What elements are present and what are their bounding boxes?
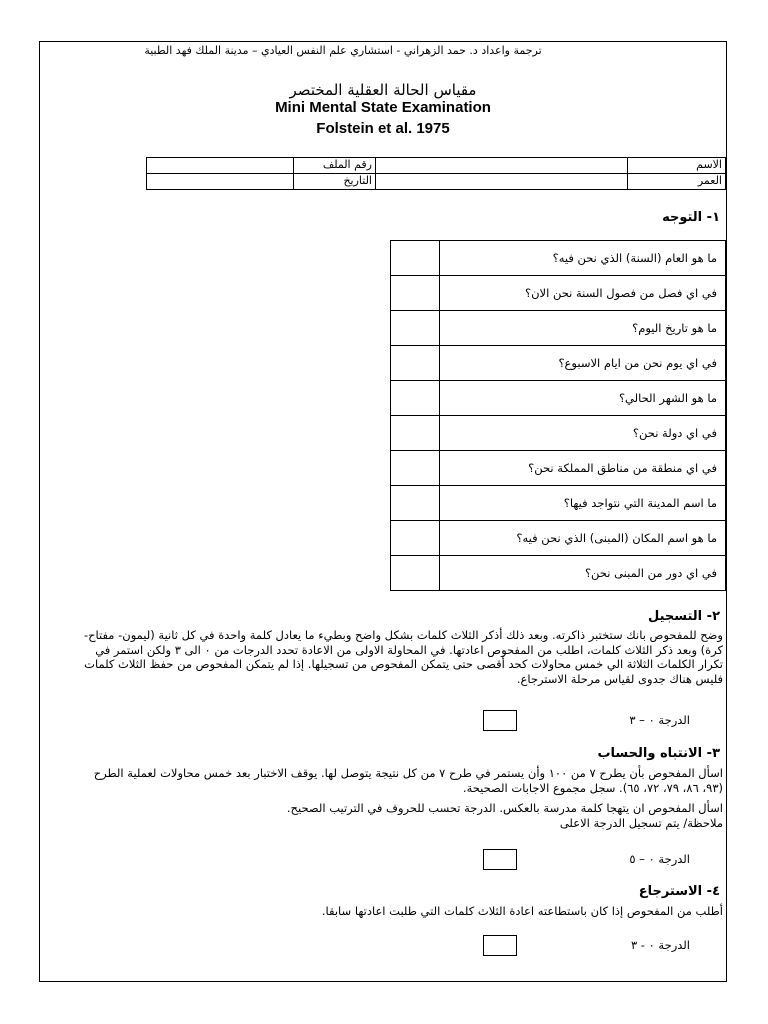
table-row xyxy=(391,451,726,486)
attention-heading: ٣- الانتباه والحساب xyxy=(597,746,720,761)
title-arabic: مقياس الحالة العقلية المختصر xyxy=(289,81,477,99)
table-row xyxy=(391,521,726,556)
table-row xyxy=(391,346,726,381)
answer-cell[interactable] xyxy=(391,346,440,381)
answer-cell[interactable] xyxy=(391,241,440,276)
orientation-table xyxy=(390,240,726,591)
question-text: ما هو الشهر الحالي؟ xyxy=(440,381,726,416)
table-row xyxy=(391,486,726,521)
name-label: الاسم xyxy=(628,158,726,174)
question-text: ما هو تاريخ اليوم؟ xyxy=(440,311,726,346)
question-text: في اي منطقة من مناطق المملكة نحن؟ xyxy=(440,451,726,486)
age-field[interactable] xyxy=(376,174,628,190)
table-row xyxy=(391,381,726,416)
file-number-field[interactable] xyxy=(147,158,294,174)
recall-heading: ٤- الاسترجاع xyxy=(638,884,720,899)
question-text: في اي دولة نحن؟ xyxy=(440,416,726,451)
registration-instructions: وضح للمفحوص بانك ستختبر ذاكرته. وبعد ذلك أذكر الثلاث كلمات بشكل واضح وبطيء ما يعادل كلمة واحدة في كل ثانية (ليمون- مفتاح- كرة) وبعد ذكر الثلاث كلمات، اطلب من المفحوص اعادتها. في المحاولة الاولى من الاعادة تحدد الدرجات من ٠ الى ٣ ولكن استمر في تكرار الكلمات الثلاثة الي خمس محاولات كحد أقصى حتى يتمكن المفحوص من تسجيلها. إذا لم يتمكن المفحوص من حفظ الثلاث كلمات فليس هناك جدوى لقياس مرحلة الاسترجاع. xyxy=(83,628,723,686)
attention-score-box[interactable] xyxy=(483,849,517,870)
name-field[interactable] xyxy=(376,158,628,174)
file-number-label: رقم الملف xyxy=(294,158,376,174)
registration-score-label: الدرجة ٠ – ٣ xyxy=(629,713,690,727)
title-citation: Folstein et al. 1975 xyxy=(316,120,450,137)
recall-score-label: الدرجة ٠ - ٣ xyxy=(630,938,690,952)
question-text: في اي يوم نحن من ايام الاسبوع؟ xyxy=(440,346,726,381)
answer-cell[interactable] xyxy=(391,311,440,346)
question-text: ما هو اسم المكان (المبنى) الذي نحن فيه؟ xyxy=(440,521,726,556)
table-row xyxy=(391,241,726,276)
orientation-heading: ١- التوجه xyxy=(662,210,720,225)
title-english: Mini Mental State Examination xyxy=(275,99,491,116)
attention-instructions: اسأل المفحوص بأن يطرح ٧ من ١٠٠ وأن يستمر في طرح ٧ من كل نتيجة يتوصل لها. يوقف الاختبار بعد خمس محاولات لعملية الطرح (٩٣، ٨٦، ٧٩، ٧٢، ٦٥). سجل مجموع الاجابات الصحيحة. xyxy=(93,766,723,795)
answer-cell[interactable] xyxy=(391,521,440,556)
patient-info-table xyxy=(146,157,726,190)
answer-cell[interactable] xyxy=(391,381,440,416)
table-row xyxy=(391,416,726,451)
registration-heading: ٢- التسجيل xyxy=(647,609,720,624)
registration-score-box[interactable] xyxy=(483,710,517,731)
recall-instructions: أطلب من المفحوص إذا كان باستطاعته اعادة الثلاث كلمات التي طلبت اعادتها سابقا. xyxy=(321,904,723,918)
attention-note: ملاحظة/ يتم تسجيل الدرجة الاعلى xyxy=(559,816,723,830)
table-row xyxy=(391,276,726,311)
answer-cell[interactable] xyxy=(391,276,440,311)
attention-score-label: الدرجة ٠ – ٥ xyxy=(629,852,690,866)
date-label: التاريخ xyxy=(294,174,376,190)
question-text: في اي فصل من فصول السنة نحن الان؟ xyxy=(440,276,726,311)
answer-cell[interactable] xyxy=(391,451,440,486)
recall-score-box[interactable] xyxy=(483,935,517,956)
question-text: في اي دور من المبنى نحن؟ xyxy=(440,556,726,591)
attention-spelling-instruction: اسأل المفحوص ان يتهجا كلمة مدرسة بالعكس. الدرجة تحسب للحروف في الترتيب الصحيح. xyxy=(286,801,723,815)
answer-cell[interactable] xyxy=(391,416,440,451)
table-row xyxy=(391,556,726,591)
date-field[interactable] xyxy=(147,174,294,190)
question-text: ما اسم المدينة التي نتواجد فيها؟ xyxy=(440,486,726,521)
table-row xyxy=(391,311,726,346)
question-text: ما هو العام (السنة) الذي نحن فيه؟ xyxy=(440,241,726,276)
age-label: العمر xyxy=(628,174,726,190)
answer-cell[interactable] xyxy=(391,556,440,591)
answer-cell[interactable] xyxy=(391,486,440,521)
translator-credit: ترجمة واعداد د. حمد الزهراني - استشاري علم النفس العيادي – مدينة الملك فهد الطبية xyxy=(144,44,542,57)
